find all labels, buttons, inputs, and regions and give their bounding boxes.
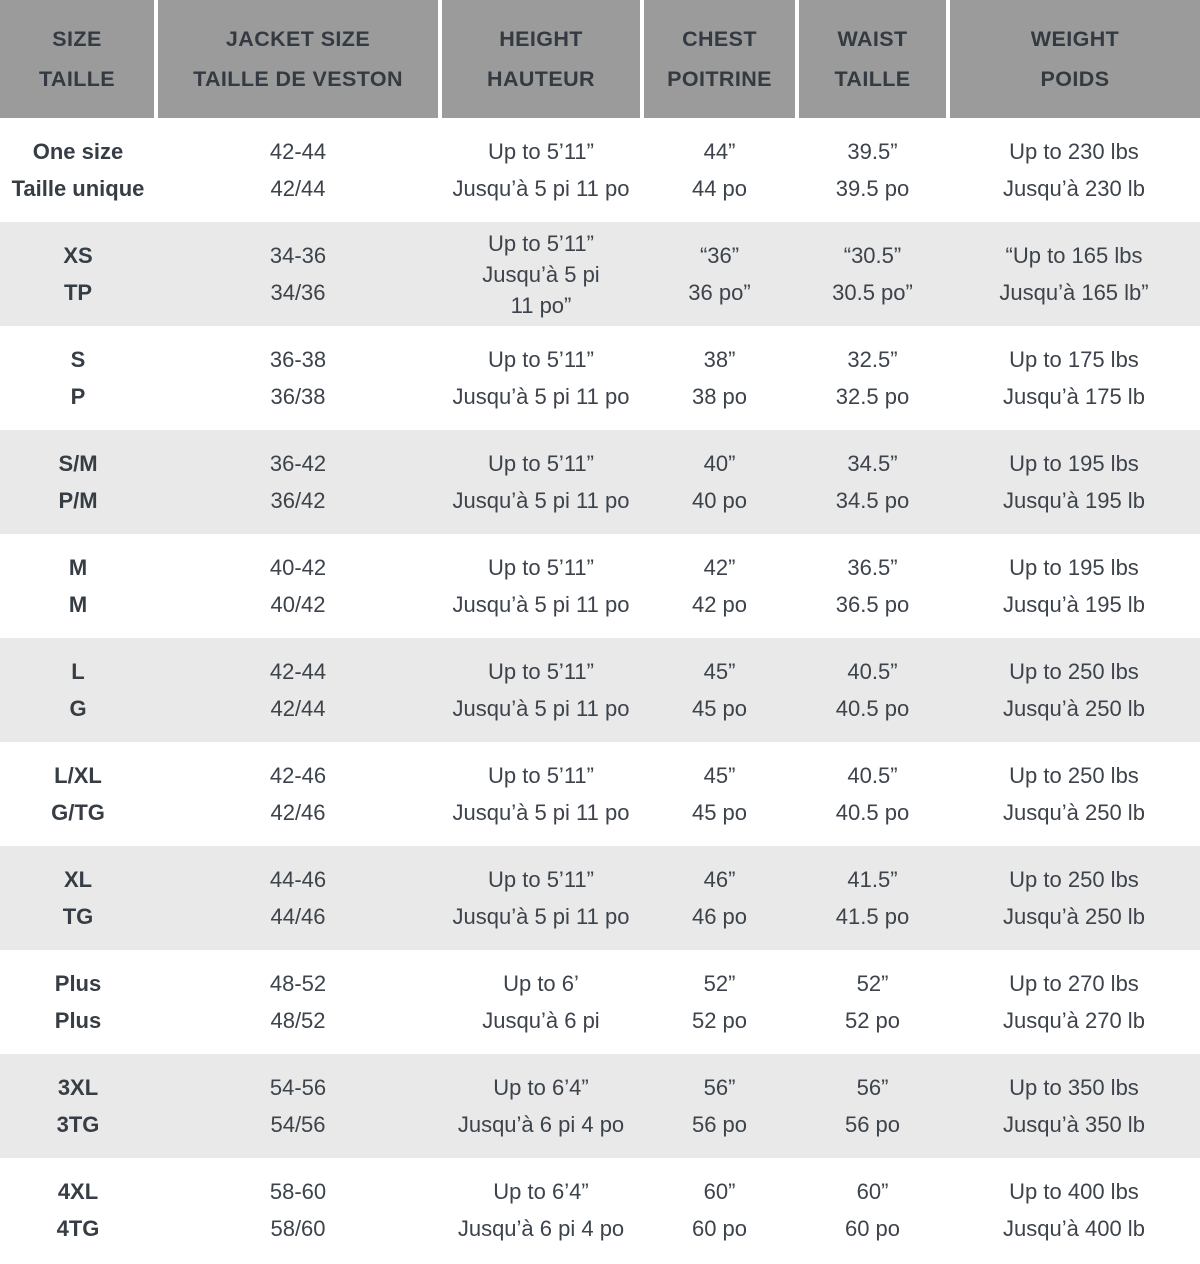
- cell-line: Jusqu’à 5 pi 11 po: [452, 176, 630, 201]
- cell-line: Jusqu’à 5 pi: [482, 261, 600, 287]
- cell-jacket: [156, 326, 440, 430]
- cell-weight: [948, 326, 1200, 430]
- cell-line: 36.5”: [847, 555, 898, 580]
- cell-line: 34-36: [269, 243, 327, 268]
- cell-line: One size: [32, 139, 124, 164]
- cell-line: Up to 350 lbs: [1009, 1075, 1139, 1100]
- cell-line: 42/44: [270, 176, 326, 201]
- cell-weight: [948, 430, 1200, 534]
- cell-line: G: [69, 696, 87, 721]
- cell-weight: [948, 1158, 1200, 1262]
- cell-line: 56”: [856, 1075, 889, 1100]
- header-waist: [797, 0, 948, 118]
- cell-line: Up to 5’11”: [488, 659, 594, 684]
- cell-line: 56 po: [691, 1112, 748, 1137]
- cell-line: 56”: [703, 1075, 736, 1100]
- cell-line: 39.5 po: [835, 176, 910, 201]
- cell-line: 40/42: [270, 592, 326, 617]
- cell-size: [0, 742, 156, 846]
- cell-height: [440, 638, 642, 742]
- cell-line: XS: [63, 243, 93, 268]
- cell-height: [440, 950, 642, 1054]
- cell-weight: [948, 118, 1200, 222]
- cell-line: 56 po: [844, 1112, 901, 1137]
- cell-line: 44/46: [270, 904, 326, 929]
- cell-waist: [797, 638, 948, 742]
- cell-line: Up to 195 lbs: [1009, 451, 1139, 476]
- cell-waist: [797, 222, 948, 326]
- header-weight: [948, 0, 1200, 118]
- cell-waist: [797, 534, 948, 638]
- cell-jacket: [156, 846, 440, 950]
- cell-line: Up to 5’11”: [488, 763, 594, 788]
- cell-line: L/XL: [54, 763, 102, 788]
- header-jacket-size-fr: TAILLE DE VESTON: [193, 67, 403, 91]
- cell-line: 52”: [703, 971, 736, 996]
- cell-line: 4XL: [57, 1179, 99, 1204]
- cell-line: P/M: [58, 488, 98, 513]
- header-size-fr: TAILLE: [38, 67, 116, 91]
- cell-line: 42/46: [270, 800, 326, 825]
- cell-line: 42 po: [691, 592, 748, 617]
- cell-jacket: [156, 118, 440, 222]
- cell-size: [0, 222, 156, 326]
- cell-chest: [642, 118, 797, 222]
- cell-line: 46 po: [691, 904, 748, 929]
- cell-line: 52 po: [691, 1008, 748, 1033]
- cell-jacket: [156, 534, 440, 638]
- cell-line: Up to 250 lbs: [1009, 763, 1139, 788]
- cell-waist: [797, 118, 948, 222]
- cell-line: 45 po: [691, 696, 748, 721]
- cell-line: Jusqu’à 195 lb: [1003, 592, 1145, 617]
- cell-line: Up to 5’11”: [488, 451, 594, 476]
- cell-line: 36 po”: [688, 280, 751, 305]
- cell-line: 42-46: [269, 763, 327, 788]
- cell-size: [0, 534, 156, 638]
- cell-line: 40 po: [691, 488, 748, 513]
- cell-line: Jusqu’à 6 pi 4 po: [457, 1216, 625, 1241]
- cell-line: S: [70, 347, 86, 372]
- table-row: [0, 742, 1200, 846]
- cell-chest: [642, 638, 797, 742]
- cell-chest: [642, 222, 797, 326]
- table-row: [0, 430, 1200, 534]
- cell-line: XL: [63, 867, 93, 892]
- cell-line: Up to 6’4”: [493, 1075, 589, 1100]
- cell-chest: [642, 846, 797, 950]
- cell-line: 42”: [703, 555, 736, 580]
- cell-line: Up to 6’4”: [493, 1179, 589, 1204]
- cell-line: Jusqu’à 195 lb: [1003, 488, 1145, 513]
- header-jacket-size: [156, 0, 440, 118]
- header-weight-fr: POIDS: [1040, 67, 1110, 91]
- cell-line: 58/60: [270, 1216, 326, 1241]
- cell-height: [440, 118, 642, 222]
- cell-line: Jusqu’à 175 lb: [1003, 384, 1145, 409]
- cell-line: Jusqu’à 400 lb: [1003, 1216, 1145, 1241]
- table-row: [0, 326, 1200, 430]
- cell-line: 38”: [703, 347, 736, 372]
- cell-weight: [948, 742, 1200, 846]
- cell-line: 3TG: [56, 1112, 100, 1137]
- cell-line: Jusqu’à 6 pi: [482, 1008, 600, 1033]
- header-chest: [642, 0, 797, 118]
- cell-line: Jusqu’à 5 pi 11 po: [452, 696, 630, 721]
- cell-line: 60”: [856, 1179, 889, 1204]
- cell-waist: [797, 326, 948, 430]
- cell-line: 36/42: [270, 488, 326, 513]
- cell-line: 36.5 po: [835, 592, 910, 617]
- header-chest-fr: POITRINE: [667, 67, 772, 91]
- cell-line: 48-52: [269, 971, 327, 996]
- cell-line: 48/52: [270, 1008, 326, 1033]
- cell-line: 41.5”: [847, 867, 898, 892]
- cell-waist: [797, 846, 948, 950]
- cell-line: Jusqu’à 5 pi 11 po: [452, 904, 630, 929]
- cell-line: 30.5 po”: [832, 280, 913, 305]
- table-row: [0, 950, 1200, 1054]
- size-chart-header: [0, 0, 1200, 118]
- cell-line: Up to 230 lbs: [1009, 139, 1139, 164]
- cell-jacket: [156, 222, 440, 326]
- cell-line: 34/36: [270, 280, 326, 305]
- cell-line: 40”: [703, 451, 736, 476]
- cell-line: 36-38: [269, 347, 327, 372]
- cell-line: Up to 6’: [503, 971, 579, 996]
- cell-weight: [948, 638, 1200, 742]
- cell-line: 3XL: [57, 1075, 99, 1100]
- cell-line: L: [71, 659, 85, 684]
- cell-line: 38 po: [691, 384, 748, 409]
- header-waist-en: WAIST: [837, 27, 908, 51]
- cell-line: 34.5 po: [835, 488, 910, 513]
- cell-line: Up to 400 lbs: [1009, 1179, 1139, 1204]
- header-jacket-size-en: JACKET SIZE: [225, 27, 371, 51]
- cell-line: TG: [62, 904, 94, 929]
- cell-height: [440, 222, 642, 326]
- cell-line: Jusqu’à 5 pi 11 po: [452, 384, 630, 409]
- table-row: [0, 638, 1200, 742]
- cell-line: 34.5”: [847, 451, 898, 476]
- cell-size: [0, 1158, 156, 1262]
- cell-line: 36/38: [270, 384, 326, 409]
- cell-weight: [948, 222, 1200, 326]
- cell-line: 44 po: [691, 176, 748, 201]
- cell-line: S/M: [58, 451, 98, 476]
- cell-line: Up to 5’11”: [488, 347, 594, 372]
- table-row: [0, 1158, 1200, 1262]
- cell-line: Jusqu’à 230 lb: [1003, 176, 1145, 201]
- cell-line: 60”: [703, 1179, 736, 1204]
- cell-line: Jusqu’à 5 pi 11 po: [452, 592, 630, 617]
- cell-height: [440, 534, 642, 638]
- cell-line: Up to 250 lbs: [1009, 659, 1139, 684]
- cell-line: 42-44: [269, 139, 327, 164]
- cell-chest: [642, 326, 797, 430]
- cell-waist: [797, 1054, 948, 1158]
- cell-size: [0, 1054, 156, 1158]
- cell-line: M: [68, 592, 88, 617]
- cell-line: Taille unique: [11, 176, 145, 201]
- cell-line: Up to 5’11”: [488, 139, 594, 164]
- cell-line: 45 po: [691, 800, 748, 825]
- cell-line: 32.5”: [847, 347, 898, 372]
- cell-size: [0, 430, 156, 534]
- cell-line: TP: [63, 280, 93, 305]
- header-size: [0, 0, 156, 118]
- header-weight-en: WEIGHT: [1030, 27, 1120, 51]
- cell-line: 52”: [856, 971, 889, 996]
- cell-line: “30.5”: [843, 243, 902, 268]
- cell-line: 36-42: [269, 451, 327, 476]
- cell-line: Jusqu’à 250 lb: [1003, 800, 1145, 825]
- cell-jacket: [156, 638, 440, 742]
- header-row: [0, 0, 1200, 118]
- cell-line: Up to 5’11”: [488, 867, 594, 892]
- cell-line: 60 po: [691, 1216, 748, 1241]
- cell-line: M: [68, 555, 88, 580]
- cell-line: Jusqu’à 165 lb”: [999, 280, 1149, 305]
- cell-line: 39.5”: [847, 139, 898, 164]
- cell-line: 44-46: [269, 867, 327, 892]
- cell-line: Up to 195 lbs: [1009, 555, 1139, 580]
- cell-line: Jusqu’à 270 lb: [1003, 1008, 1145, 1033]
- cell-height: [440, 326, 642, 430]
- cell-chest: [642, 1158, 797, 1262]
- cell-waist: [797, 950, 948, 1054]
- cell-chest: [642, 950, 797, 1054]
- cell-line: “Up to 165 lbs: [1005, 243, 1143, 268]
- cell-size: [0, 638, 156, 742]
- cell-line: 42/44: [270, 696, 326, 721]
- cell-line: P: [70, 384, 86, 409]
- cell-line: 40.5”: [847, 659, 898, 684]
- cell-line: 44”: [703, 139, 736, 164]
- cell-height: [440, 742, 642, 846]
- cell-line: Jusqu’à 5 pi 11 po: [452, 800, 630, 825]
- cell-chest: [642, 430, 797, 534]
- cell-line: 40.5 po: [835, 696, 910, 721]
- cell-jacket: [156, 430, 440, 534]
- cell-height: [440, 846, 642, 950]
- cell-size: [0, 118, 156, 222]
- cell-line: 46”: [703, 867, 736, 892]
- table-row: [0, 534, 1200, 638]
- cell-weight: [948, 1054, 1200, 1158]
- cell-line: 58-60: [269, 1179, 327, 1204]
- cell-line: Jusqu’à 6 pi 4 po: [457, 1112, 625, 1137]
- cell-size: [0, 846, 156, 950]
- cell-line: 52 po: [844, 1008, 901, 1033]
- cell-line: 41.5 po: [835, 904, 910, 929]
- table-row: [0, 222, 1200, 326]
- cell-line: Jusqu’à 350 lb: [1003, 1112, 1145, 1137]
- cell-waist: [797, 430, 948, 534]
- cell-line: “36”: [699, 243, 740, 268]
- cell-size: [0, 950, 156, 1054]
- cell-weight: [948, 846, 1200, 950]
- cell-line: Up to 270 lbs: [1009, 971, 1139, 996]
- cell-line: 45”: [703, 763, 736, 788]
- cell-weight: [948, 950, 1200, 1054]
- cell-jacket: [156, 950, 440, 1054]
- header-size-en: SIZE: [52, 27, 102, 51]
- size-chart-body: [0, 118, 1200, 1262]
- cell-line: Plus: [54, 971, 102, 996]
- cell-line: Jusqu’à 250 lb: [1003, 696, 1145, 721]
- cell-line: 45”: [703, 659, 736, 684]
- cell-line: Jusqu’à 250 lb: [1003, 904, 1145, 929]
- cell-line: Jusqu’à 5 pi 11 po: [452, 488, 630, 513]
- cell-line: 11 po”: [510, 292, 572, 318]
- table-row: [0, 1054, 1200, 1158]
- cell-line: 54/56: [270, 1112, 326, 1137]
- table-row: [0, 118, 1200, 222]
- cell-size: [0, 326, 156, 430]
- header-chest-en: CHEST: [682, 27, 757, 51]
- cell-line: 40.5 po: [835, 800, 910, 825]
- cell-line: 60 po: [844, 1216, 901, 1241]
- cell-height: [440, 1054, 642, 1158]
- cell-jacket: [156, 1158, 440, 1262]
- cell-height: [440, 430, 642, 534]
- cell-line: 42-44: [269, 659, 327, 684]
- cell-waist: [797, 742, 948, 846]
- cell-jacket: [156, 1054, 440, 1158]
- table-row: [0, 846, 1200, 950]
- cell-line: Up to 5’11”: [488, 555, 594, 580]
- cell-jacket: [156, 742, 440, 846]
- cell-line: Up to 5’11”: [488, 230, 594, 256]
- cell-weight: [948, 534, 1200, 638]
- cell-line: Up to 250 lbs: [1009, 867, 1139, 892]
- cell-line: G/TG: [51, 800, 105, 825]
- cell-line: Up to 175 lbs: [1009, 347, 1139, 372]
- cell-chest: [642, 742, 797, 846]
- header-height-fr: HAUTEUR: [487, 67, 595, 91]
- header-waist-fr: TAILLE: [834, 67, 911, 91]
- cell-line: Plus: [54, 1008, 102, 1033]
- cell-line: 32.5 po: [835, 384, 910, 409]
- cell-line: 40.5”: [847, 763, 898, 788]
- cell-height: [440, 1158, 642, 1262]
- cell-line: 54-56: [269, 1075, 327, 1100]
- cell-line: 40-42: [269, 555, 327, 580]
- header-height: [440, 0, 642, 118]
- cell-chest: [642, 534, 797, 638]
- header-height-en: HEIGHT: [499, 27, 583, 51]
- cell-line: 4TG: [56, 1216, 100, 1241]
- cell-chest: [642, 1054, 797, 1158]
- cell-waist: [797, 1158, 948, 1262]
